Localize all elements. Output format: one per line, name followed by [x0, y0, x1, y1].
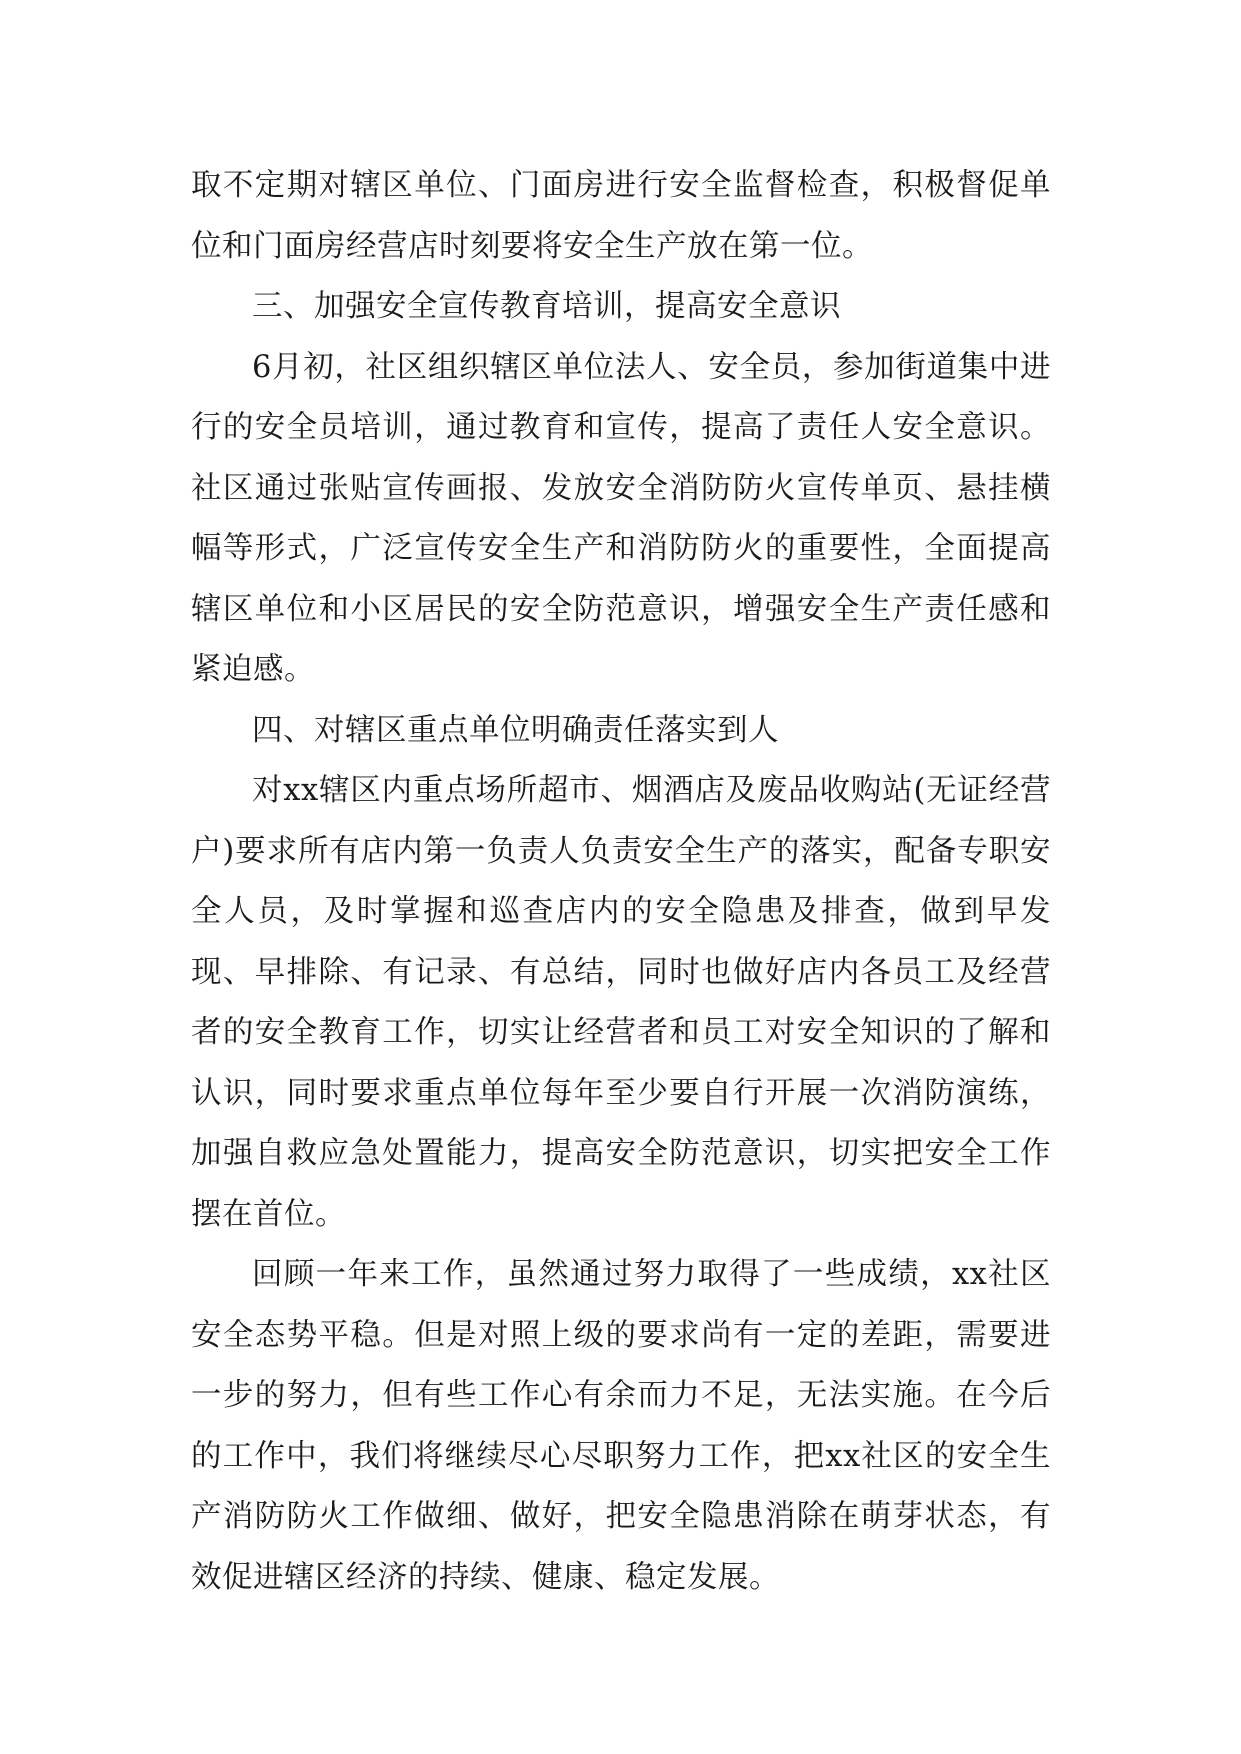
section-heading-4: 四、对辖区重点单位明确责任落实到人 [252, 712, 779, 748]
section-heading-3: 三、加强安全宣传教育培训，提高安全意识 [252, 289, 841, 324]
paragraph-training: 6月初，社区组织辖区单位法人、安全员，参加街道集中进行的安全员培训，通过教育和宣传，提高了责任人安全意识。社区通过张贴宣传画报、发放安全消防防火宣传单页、悬挂横幅等形式，广泛宣传安全生产和消防防火的重要性，全面提高辖区单位和小区居民的安全防范意识，增强安全生产责任感和紧迫感。 [191, 349, 1051, 687]
paragraph-review: 回顾一年来工作，虽然通过努力取得了一些成绩，xx社区安全态势平稳。但是对照上级的要求尚有一定的差距，需要进一步的努力，但有些工作心有余而力不足，无法实施。在今后的工作中，我们将继续尽心尽职努力工作，把xx社区的安全生产消防防火工作做细、做好，把安全隐患消除在萌芽状态，有效促进辖区经济的持续、健康、稳定发展。 [191, 1257, 1051, 1595]
document-body [191, 156, 1051, 1608]
paragraph-key-units: 对xx辖区内重点场所超市、烟酒店及废品收购站(无证经营户)要求所有店内第一负责人负责安全生产的落实，配备专职安全人员，及时掌握和巡查店内的安全隐患及排查，做到早发现、早排除、有记录、有总结，同时也做好店内各员工及经营者的安全教育工作，切实让经营者和员工对安全知识的了解和认识，同时要求重点单位每年至少要自行开展一次消防演练，加强自救应急处置能力，提高安全防范意识，切实把安全工作摆在首位。 [191, 773, 1051, 1232]
paragraph-inspection-continuation: 取不定期对辖区单位、门面房进行安全监督检查，积极督促单位和门面房经营店时刻要将安全生产放在第一位。 [191, 168, 1051, 264]
